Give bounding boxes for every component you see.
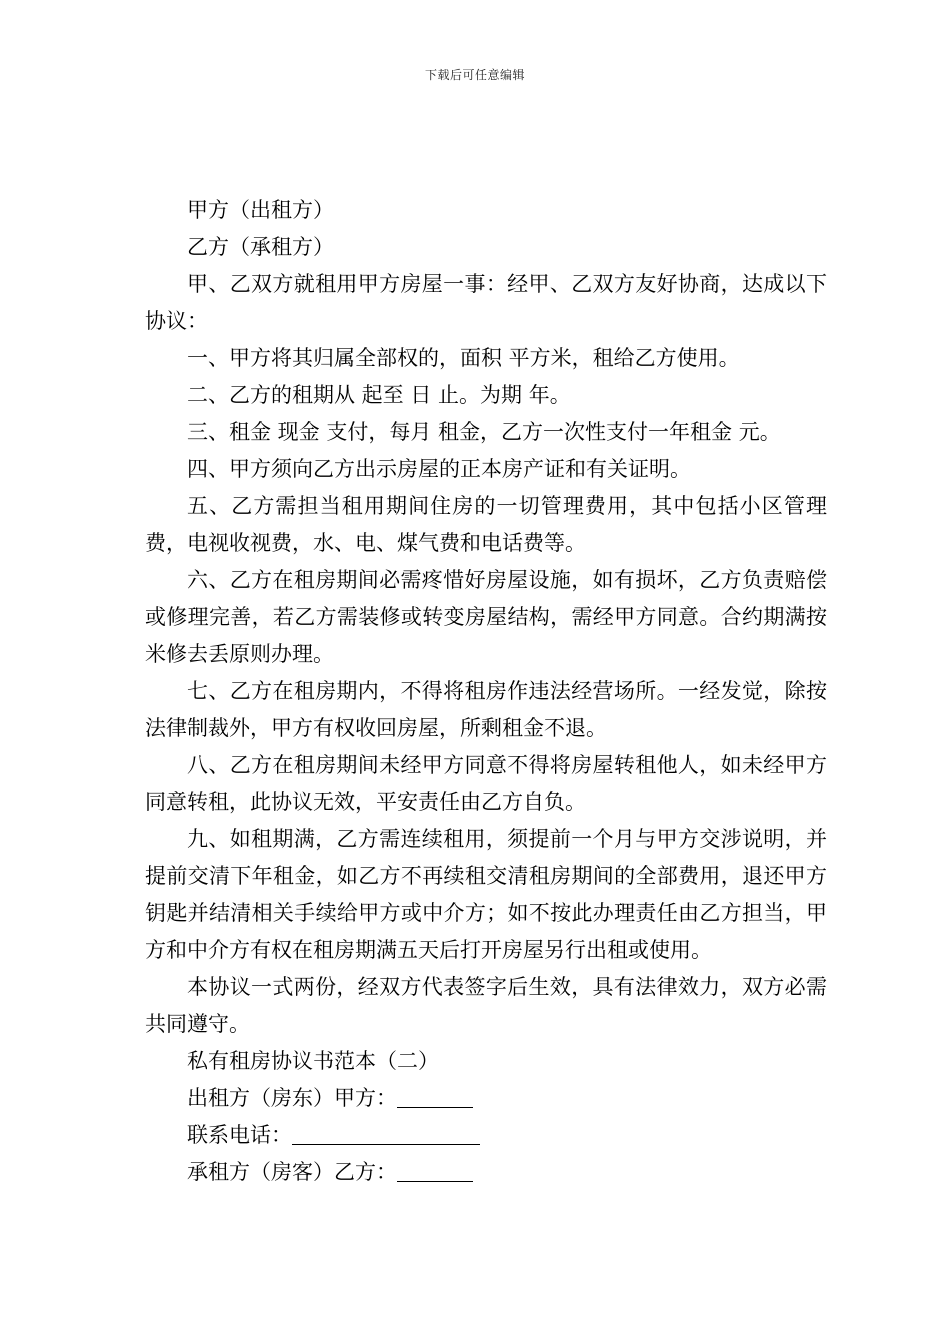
tenant-blank xyxy=(397,1161,473,1182)
clause-3: 三、租金 现金 支付，每月 租金，乙方一次性支付一年租金 元。 xyxy=(187,420,781,444)
clause-9: 九、如租期满，乙方需连续租用，须提前一个月与甲方交涉说明，并提前交清下年租金，如乙方不再续租交清租房期间的全部费用，退还甲方钥匙并结清相关手续给甲方或中介方；如不按此办理责任由乙方担当，甲方和中介方有权在租房期满五天后打开房屋另行出租或使用。 xyxy=(145,827,827,962)
landlord-blank xyxy=(397,1087,473,1108)
clause-1: 一、甲方将其归属全部权的，面积 平方米，租给乙方使用。 xyxy=(187,346,740,370)
second-template-title: 私有租房协议书范本（二） xyxy=(187,1049,439,1073)
phone-blank xyxy=(292,1124,480,1145)
clause-8: 八、乙方在租房期间未经甲方同意不得将房屋转租他人，如未经甲方同意转租，此协议无效，平安责任由乙方自负。 xyxy=(145,753,827,814)
party-b-heading: 乙方（承租方） xyxy=(187,235,334,259)
document-body xyxy=(145,192,827,1191)
clause-7: 七、乙方在租房期内，不得将租房作违法经营场所。一经发觉，除按法律制裁外，甲方有权收回房屋，所剩租金不退。 xyxy=(145,679,827,740)
phone-field-label: 联系电话： xyxy=(187,1123,292,1147)
landlord-field-label: 出租方（房东）甲方： xyxy=(187,1086,397,1110)
party-a-heading: 甲方（出租方） xyxy=(187,198,334,222)
clause-6: 六、乙方在租房期间必需疼惜好房屋设施，如有损坏，乙方负责赔偿或修理完善，若乙方需装修或转变房屋结构，需经甲方同意。合约期满按米修去丢原则办理。 xyxy=(145,568,827,666)
landlord-field-line xyxy=(145,1080,827,1117)
agreement-intro: 甲、乙双方就租用甲方房屋一事：经甲、乙双方友好协商，达成以下协议： xyxy=(145,272,827,333)
clause-2: 二、乙方的租期从 起至 日 止。为期 年。 xyxy=(187,383,571,407)
page-header-note: 下载后可任意编辑 xyxy=(424,68,525,82)
closing-paragraph: 本协议一式两份，经双方代表签字后生效，具有法律效力，双方必需共同遵守。 xyxy=(145,975,827,1036)
phone-field-line xyxy=(145,1117,827,1154)
tenant-field-label: 承租方（房客）乙方： xyxy=(187,1160,397,1184)
clause-4: 四、甲方须向乙方出示房屋的正本房产证和有关证明。 xyxy=(187,457,691,481)
tenant-field-line xyxy=(145,1154,827,1191)
clause-5: 五、乙方需担当租用期间住房的一切管理费用，其中包括小区管理费，电视收视费，水、电、煤气费和电话费等。 xyxy=(145,494,827,555)
